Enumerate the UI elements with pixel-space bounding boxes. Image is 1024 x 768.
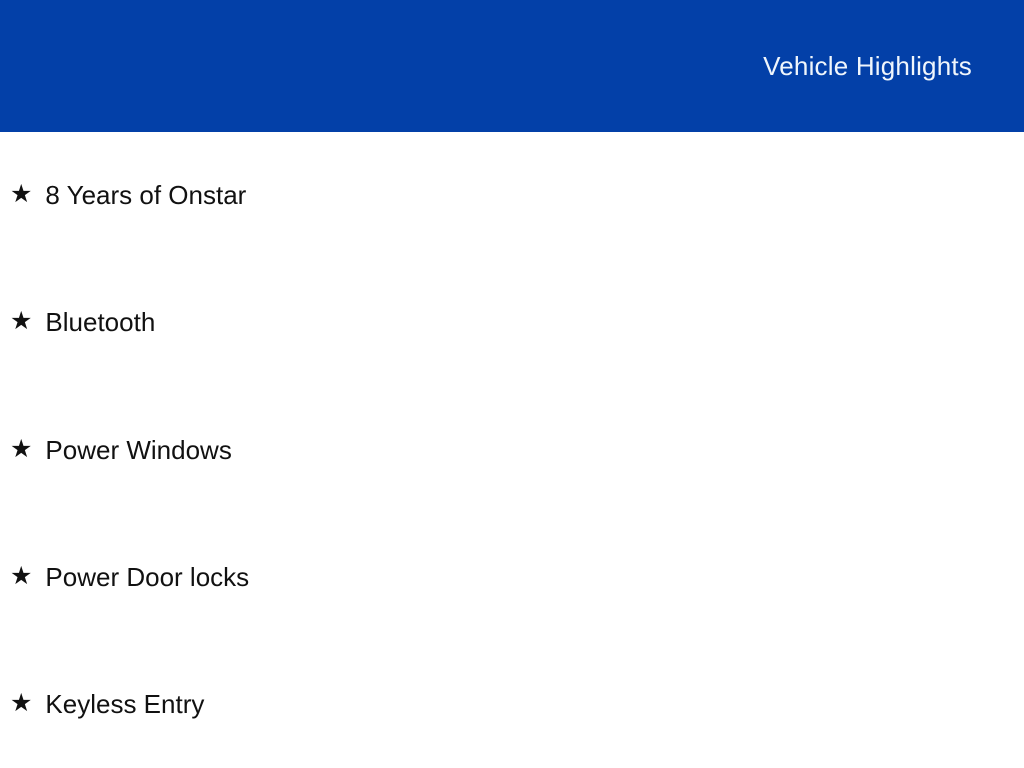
highlight-label: Keyless Entry [45, 688, 205, 719]
highlight-label: Power Windows [45, 434, 232, 465]
list-item [0, 514, 1024, 641]
highlight-label: Bluetooth [45, 307, 156, 338]
highlights-list [0, 132, 1024, 768]
highlight-label: Power Door locks [45, 561, 250, 592]
star-icon: ★ [10, 688, 33, 717]
list-item [0, 641, 1024, 768]
list-item [0, 259, 1024, 386]
star-icon: ★ [10, 307, 33, 336]
list-item [0, 386, 1024, 513]
page-title: Vehicle Highlights [763, 50, 972, 81]
star-icon: ★ [10, 561, 33, 590]
list-item [0, 132, 1024, 259]
star-icon: ★ [10, 434, 33, 463]
header-bar [0, 0, 1024, 132]
star-icon: ★ [10, 180, 33, 209]
highlight-label: 8 Years of Onstar [45, 180, 247, 211]
